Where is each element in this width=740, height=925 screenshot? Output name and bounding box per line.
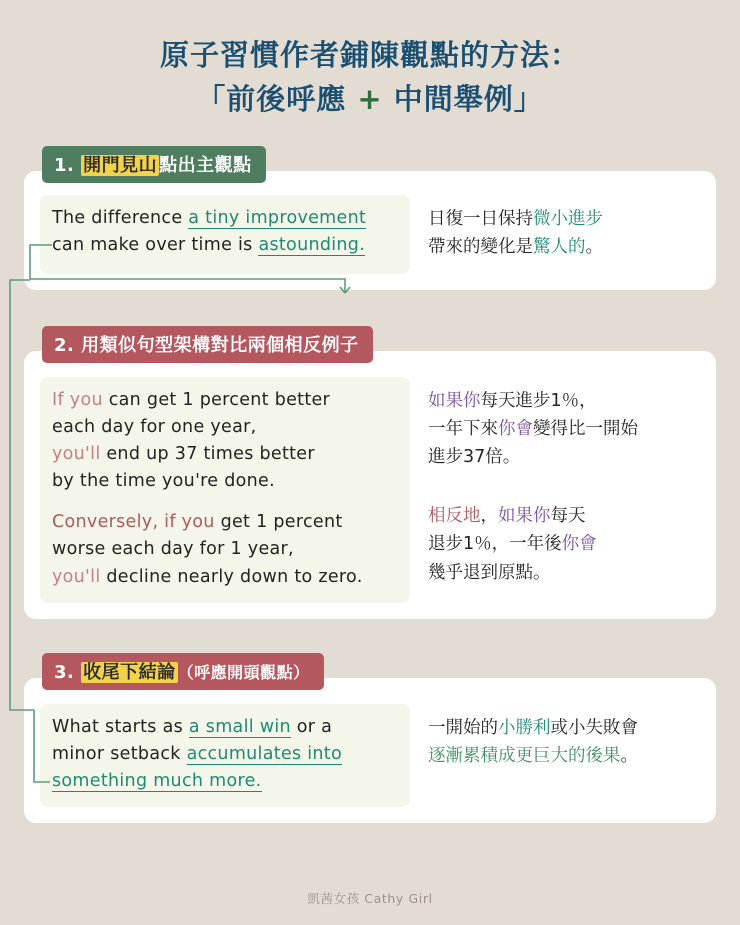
s1-zh-l1a: 日復一日保持 bbox=[428, 209, 533, 230]
section-2-card bbox=[24, 351, 716, 619]
s2-zh-p1-l2b: 你會 bbox=[498, 419, 533, 440]
s2-en-p1-l1a: If you bbox=[52, 389, 103, 410]
s3-zh-l2b: 。 bbox=[620, 746, 638, 766]
s2-zh-p1-l2c: 變得比一開始 bbox=[533, 419, 638, 440]
section-2-chinese-p1 bbox=[428, 387, 698, 472]
s1-zh-l1b: 微小進步 bbox=[533, 209, 603, 230]
s2-zh-p1-l1a: 如果你 bbox=[428, 390, 481, 411]
section-2-english bbox=[40, 377, 410, 603]
title-plus: + bbox=[346, 82, 394, 117]
s2-zh-p2-l2b: 你會 bbox=[561, 534, 597, 555]
section-2-english-p2 bbox=[52, 509, 398, 590]
s1-en-l2b: astounding. bbox=[258, 235, 366, 256]
s3-en-l1c: or a bbox=[290, 716, 333, 737]
section-2 bbox=[24, 326, 716, 619]
section-1-english-text bbox=[52, 205, 398, 259]
s2-en-p2-l3b: decline nearly down to zero. bbox=[100, 566, 363, 587]
title-line-2 bbox=[24, 78, 716, 120]
section-1-chinese-text bbox=[428, 205, 698, 262]
section-1-heading bbox=[42, 146, 716, 183]
footer-credit: 凱茜女孩 Cathy Girl bbox=[307, 891, 433, 906]
section-2-rest: 用類似句型架構對比兩個相反例子 bbox=[81, 334, 359, 356]
s3-zh-l1b: 小勝利 bbox=[498, 717, 551, 738]
s2-zh-p2-l1b: ， bbox=[480, 505, 498, 526]
s3-zh-l1a: 一開始的 bbox=[428, 717, 498, 738]
section-2-number: 2. bbox=[54, 334, 75, 356]
s2-en-p2-l3a: you'll bbox=[52, 566, 101, 587]
page-title bbox=[24, 0, 716, 120]
section-3-chinese-text bbox=[428, 714, 698, 771]
title-line-2-close: 中間舉例」 bbox=[393, 82, 544, 117]
section-3-heading bbox=[42, 653, 716, 690]
title-line-2-open: 「前後呼應 bbox=[196, 82, 347, 117]
section-2-english-p1 bbox=[52, 387, 398, 496]
section-1-card bbox=[24, 171, 716, 290]
section-3-chip bbox=[42, 653, 324, 690]
section-1 bbox=[24, 146, 716, 290]
section-3-english bbox=[40, 704, 410, 807]
s2-en-p2-l1a: Conversely, if you bbox=[52, 512, 215, 533]
section-3-note: （呼應開頭觀點） bbox=[177, 662, 310, 682]
section-2-chinese bbox=[420, 377, 700, 603]
s3-zh-l1c: 或小失敗會 bbox=[550, 717, 638, 738]
s1-en-l1a: The difference bbox=[52, 208, 189, 229]
section-3-english-text bbox=[52, 714, 398, 795]
section-3-chinese bbox=[420, 704, 700, 807]
s3-en-l1b: a small win bbox=[188, 716, 291, 737]
section-1-chinese bbox=[420, 195, 700, 274]
section-3-number: 3. bbox=[54, 661, 75, 683]
section-1-highlight: 開門見山 bbox=[83, 155, 158, 177]
section-2-heading bbox=[42, 326, 716, 363]
section-1-rest: 點出主觀點 bbox=[159, 155, 252, 177]
section-3 bbox=[24, 653, 716, 823]
s1-zh-l2a: 帶來的變化是 bbox=[428, 237, 533, 258]
section-1-number: 1. bbox=[54, 155, 75, 177]
s2-zh-p1-l2a: 一年下來 bbox=[428, 419, 498, 440]
s3-en-l3: something much more. bbox=[52, 770, 262, 791]
s1-en-l1b: a tiny improvement bbox=[188, 208, 367, 229]
s2-en-p2-l1b: get 1 percent bbox=[214, 512, 343, 533]
s2-zh-p2-l1d: 每天 bbox=[550, 505, 586, 526]
section-1-english bbox=[40, 195, 410, 274]
title-line-1: 原子習慣作者鋪陳觀點的方法： bbox=[159, 38, 580, 72]
s2-en-p1-l3b: end up 37 times better bbox=[100, 444, 315, 465]
s2-zh-p2-l3: 幾乎退到原點。 bbox=[428, 562, 551, 583]
s3-en-l2b: accumulates into bbox=[186, 743, 342, 764]
s2-zh-p1-l1b: 每天進步1％， bbox=[480, 390, 597, 411]
s3-en-l1a: What starts as bbox=[52, 716, 189, 737]
s2-en-p1-l2: each day for one year, bbox=[52, 416, 257, 437]
s1-zh-l2b: 驚人的 bbox=[533, 237, 586, 258]
s2-zh-p1-l3: 進步37倍。 bbox=[428, 447, 521, 468]
s2-zh-p2-l1c: 如果你 bbox=[498, 505, 551, 526]
section-3-card bbox=[24, 678, 716, 823]
s1-en-l2a: can make over time is bbox=[52, 235, 259, 256]
s1-zh-l2c: 。 bbox=[585, 237, 603, 258]
section-2-chinese-p2 bbox=[428, 502, 698, 587]
s2-zh-p2-l2a: 退步1％，一年後 bbox=[428, 534, 562, 555]
section-2-chip bbox=[42, 326, 373, 363]
section-3-highlight: 收尾下結論 bbox=[83, 661, 176, 683]
s2-en-p1-l4: by the time you're done. bbox=[52, 471, 275, 492]
s2-en-p1-l1b: can get 1 percent better bbox=[102, 389, 331, 410]
s3-en-l2a: minor setback bbox=[52, 743, 187, 764]
section-1-chip bbox=[42, 146, 266, 183]
s2-en-p2-l2: worse each day for 1 year, bbox=[52, 539, 294, 560]
s2-en-p1-l3a: you'll bbox=[52, 444, 101, 465]
s2-zh-p2-l1a: 相反地 bbox=[428, 505, 481, 526]
s3-zh-l2a: 逐漸累積成更巨大的後果 bbox=[428, 746, 621, 766]
